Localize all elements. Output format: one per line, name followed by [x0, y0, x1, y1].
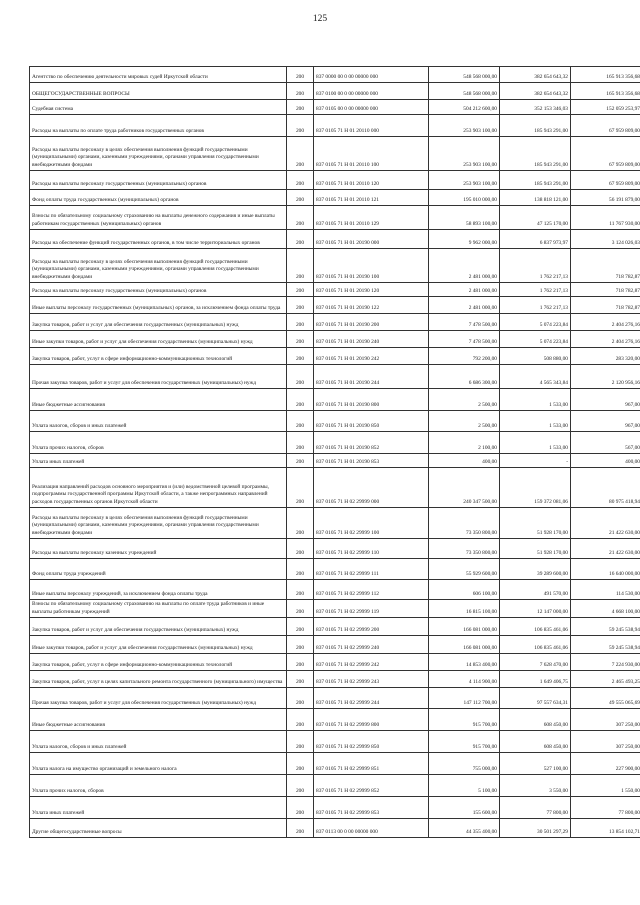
row-line-code: 200	[287, 297, 314, 314]
table-row	[30, 468, 640, 508]
row-name: Закупка товаров, работ, услуг в целях капитального ремонта государственного (муниципального) имущества	[30, 671, 287, 688]
row-executed-amount: 7 628 470,00	[500, 654, 571, 671]
row-name: Закупка товаров, работ, услуг в сфере информационно-коммуникационных технологий	[30, 348, 287, 365]
row-unexecuted-amount: 21 422 630,00	[571, 539, 640, 559]
row-executed-amount: -	[500, 454, 571, 468]
row-line-code: 200	[287, 819, 314, 838]
row-executed-amount: 77 800,00	[500, 797, 571, 819]
row-approved-amount: 147 112 700,00	[429, 688, 500, 709]
row-line-code: 200	[287, 654, 314, 671]
row-executed-amount: 508 880,00	[500, 348, 571, 365]
row-approved-amount: 73 350 800,00	[429, 508, 500, 539]
table-row	[30, 171, 640, 190]
row-name: Закупка товаров, работ и услуг для обеспечения государственных (муниципальных) нужд	[30, 618, 287, 636]
row-unexecuted-amount: 3 124 026,03	[571, 230, 640, 249]
row-unexecuted-amount: 283 320,00	[571, 348, 640, 365]
row-executed-amount: 382 654 643,32	[500, 83, 571, 100]
row-name: Уплата прочих налогов, сборов	[30, 432, 287, 454]
row-executed-amount: 527 100,00	[500, 753, 571, 775]
row-name: Расходы на выплаты персоналу в целях обеспечения выполнения функций государственными (муниципальными) органами, казенными учреждениями, органами управления государственными внебюджетными фондами	[30, 137, 287, 171]
row-line-code: 200	[287, 190, 314, 206]
table-row	[30, 115, 640, 137]
budget-execution-table	[29, 66, 640, 838]
row-name: Фонд оплаты труда государственных (муниципальных) органов	[30, 190, 287, 206]
row-classification-code: 837 0105 71 Н 02 29999 852	[314, 775, 429, 797]
row-classification-code: 837 0105 71 Н 01 20110 121	[314, 190, 429, 206]
table-row	[30, 797, 640, 819]
row-classification-code: 837 0105 71 Н 02 29999 244	[314, 688, 429, 709]
row-unexecuted-amount: 2 404 276,16	[571, 331, 640, 348]
row-line-code: 200	[287, 636, 314, 654]
row-approved-amount: 7 478 500,00	[429, 314, 500, 331]
row-name: Иные выплаты персоналу государственных (муниципальных) органов, за исключением фонда оплаты труда	[30, 297, 287, 314]
row-executed-amount: 51 928 170,00	[500, 539, 571, 559]
table-row	[30, 508, 640, 539]
row-unexecuted-amount: 567,00	[571, 432, 640, 454]
row-line-code: 200	[287, 100, 314, 115]
row-unexecuted-amount: 67 959 809,00	[571, 137, 640, 171]
table-row	[30, 775, 640, 797]
row-approved-amount: 792 200,00	[429, 348, 500, 365]
row-line-code: 200	[287, 580, 314, 600]
row-executed-amount: 491 570,00	[500, 580, 571, 600]
table-row	[30, 432, 640, 454]
row-unexecuted-amount: 67 959 809,00	[571, 171, 640, 190]
row-line-code: 200	[287, 283, 314, 297]
table-row	[30, 600, 640, 618]
row-name: Расходы на выплаты персоналу в целях обеспечения выполнения функций государственными (муниципальными) органами, казенными учреждениями, органами управления государственными внебюджетными фондами	[30, 508, 287, 539]
row-name: Взносы по обязательному социальному страхованию на выплаты денежного содержания и иные выплаты работникам государственных (муниципальных) органов	[30, 206, 287, 230]
row-executed-amount: 4 565 343,84	[500, 365, 571, 389]
table-row	[30, 83, 640, 100]
row-unexecuted-amount: 307 250,00	[571, 731, 640, 753]
row-approved-amount: 166 081 000,00	[429, 618, 500, 636]
row-executed-amount: 608 450,00	[500, 709, 571, 731]
row-executed-amount: 185 943 291,00	[500, 115, 571, 137]
row-name: Уплата налога на имущество организаций и земельного налога	[30, 753, 287, 775]
row-unexecuted-amount: 152 059 253,97	[571, 100, 640, 115]
row-line-code: 200	[287, 671, 314, 688]
row-line-code: 200	[287, 600, 314, 618]
row-executed-amount: 138 818 121,00	[500, 190, 571, 206]
row-approved-amount: 73 350 800,00	[429, 539, 500, 559]
row-line-code: 200	[287, 709, 314, 731]
row-line-code: 200	[287, 559, 314, 580]
table-row	[30, 297, 640, 314]
table-row	[30, 539, 640, 559]
row-executed-amount: 185 943 291,00	[500, 171, 571, 190]
row-executed-amount: 382 654 643,32	[500, 67, 571, 83]
row-approved-amount: 400,00	[429, 454, 500, 468]
row-line-code: 200	[287, 171, 314, 190]
row-executed-amount: 12 147 000,00	[500, 600, 571, 618]
row-line-code: 200	[287, 797, 314, 819]
row-line-code: 200	[287, 348, 314, 365]
table-row	[30, 671, 640, 688]
row-classification-code: 837 0105 71 Н 02 29999 851	[314, 753, 429, 775]
table-row	[30, 348, 640, 365]
row-name: Уплата налогов, сборов и иных платежей	[30, 731, 287, 753]
row-line-code: 200	[287, 411, 314, 432]
row-executed-amount: 39 289 600,00	[500, 559, 571, 580]
row-name: Иные закупки товаров, работ и услуг для обеспечения государственных (муниципальных) нужд	[30, 331, 287, 348]
row-executed-amount: 352 153 346,03	[500, 100, 571, 115]
row-classification-code: 837 0000 00 0 00 00000 000	[314, 67, 429, 83]
row-approved-amount: 166 081 000,00	[429, 636, 500, 654]
row-executed-amount: 1 762 217,13	[500, 297, 571, 314]
row-classification-code: 837 0105 71 Н 02 29999 242	[314, 654, 429, 671]
row-approved-amount: 9 962 000,00	[429, 230, 500, 249]
row-approved-amount: 253 903 100,00	[429, 115, 500, 137]
row-unexecuted-amount: 718 782,87	[571, 249, 640, 283]
row-classification-code: 837 0100 00 0 00 00000 000	[314, 83, 429, 100]
row-executed-amount: 1 533,00	[500, 389, 571, 411]
row-unexecuted-amount: 11 767 930,00	[571, 206, 640, 230]
row-approved-amount: 2 500,00	[429, 389, 500, 411]
table-row	[30, 636, 640, 654]
row-name: Уплата иных платежей	[30, 454, 287, 468]
row-unexecuted-amount: 718 782,87	[571, 297, 640, 314]
row-unexecuted-amount: 7 224 930,00	[571, 654, 640, 671]
row-line-code: 200	[287, 753, 314, 775]
row-name: Иные бюджетные ассигнования	[30, 389, 287, 411]
row-classification-code: 837 0105 71 Н 01 20110 000	[314, 115, 429, 137]
row-approved-amount: 16 815 100,00	[429, 600, 500, 618]
row-name: Прочая закупка товаров, работ и услуг для обеспечения государственных (муниципальных) нужд	[30, 688, 287, 709]
table-row	[30, 454, 640, 468]
row-line-code: 200	[287, 206, 314, 230]
row-executed-amount: 5 074 223,84	[500, 331, 571, 348]
row-classification-code: 837 0105 71 Н 01 20190 242	[314, 348, 429, 365]
table-row	[30, 580, 640, 600]
row-approved-amount: 44 355 400,00	[429, 819, 500, 838]
row-approved-amount: 253 903 100,00	[429, 171, 500, 190]
page-number: 125	[312, 14, 328, 24]
row-approved-amount: 7 478 500,00	[429, 331, 500, 348]
row-name: Расходы на обеспечение функций государственных органов, в том числе территориальных органов	[30, 230, 287, 249]
row-approved-amount: 4 114 900,00	[429, 671, 500, 688]
row-approved-amount: 253 903 100,00	[429, 137, 500, 171]
row-unexecuted-amount: 967,00	[571, 411, 640, 432]
row-name: Закупка товаров, работ, услуг в сфере информационно-коммуникационных технологий	[30, 654, 287, 671]
row-classification-code: 837 0105 71 Н 02 29999 240	[314, 636, 429, 654]
row-approved-amount: 195 010 000,00	[429, 190, 500, 206]
row-line-code: 200	[287, 508, 314, 539]
row-executed-amount: 30 501 297,29	[500, 819, 571, 838]
row-unexecuted-amount: 718 782,87	[571, 283, 640, 297]
row-executed-amount: 159 372 081,06	[500, 468, 571, 508]
row-approved-amount: 548 568 000,00	[429, 67, 500, 83]
table-row	[30, 67, 640, 83]
row-name: Расходы на выплаты персоналу государственных (муниципальных) органов	[30, 171, 287, 190]
row-line-code: 200	[287, 67, 314, 83]
row-executed-amount: 97 557 634,31	[500, 688, 571, 709]
row-unexecuted-amount: 2 465 493,25	[571, 671, 640, 688]
row-classification-code: 837 0105 71 Н 02 29999 111	[314, 559, 429, 580]
row-unexecuted-amount: 400,00	[571, 454, 640, 468]
row-approved-amount: 2 100,00	[429, 432, 500, 454]
row-unexecuted-amount: 59 245 538,94	[571, 636, 640, 654]
row-classification-code: 837 0105 71 Н 01 20190 100	[314, 249, 429, 283]
row-unexecuted-amount: 4 668 100,00	[571, 600, 640, 618]
row-line-code: 200	[287, 331, 314, 348]
row-unexecuted-amount: 114 530,00	[571, 580, 640, 600]
row-name: Реализация направлений расходов основного мероприятия и (или) ведомственной целевой программы, подпрограммы государственной программы Иркутской области, а также непрограммных направлений расходов государственных органов Иркутской области	[30, 468, 287, 508]
row-approved-amount: 58 893 100,00	[429, 206, 500, 230]
row-executed-amount: 3 550,00	[500, 775, 571, 797]
row-executed-amount: 1 762 217,13	[500, 249, 571, 283]
row-classification-code: 837 0105 71 Н 01 20190 244	[314, 365, 429, 389]
row-classification-code: 837 0105 71 Н 01 20190 000	[314, 230, 429, 249]
row-executed-amount: 1 649 406,75	[500, 671, 571, 688]
row-line-code: 200	[287, 249, 314, 283]
row-approved-amount: 240 347 500,00	[429, 468, 500, 508]
row-name: ОБЩЕГОСУДАРСТВЕННЫЕ ВОПРОСЫ	[30, 83, 287, 100]
row-name: Уплата прочих налогов, сборов	[30, 775, 287, 797]
row-line-code: 200	[287, 468, 314, 508]
row-name: Агентство по обеспечению деятельности мировых судей Иркутской области	[30, 67, 287, 83]
row-line-code: 200	[287, 775, 314, 797]
table-row	[30, 618, 640, 636]
row-classification-code: 837 0105 71 Н 01 20190 122	[314, 297, 429, 314]
row-executed-amount: 51 928 170,00	[500, 508, 571, 539]
row-line-code: 200	[287, 230, 314, 249]
row-line-code: 200	[287, 731, 314, 753]
row-unexecuted-amount: 307 250,00	[571, 709, 640, 731]
row-executed-amount: 6 837 973,97	[500, 230, 571, 249]
row-executed-amount: 1 762 217,13	[500, 283, 571, 297]
row-approved-amount: 2 481 000,00	[429, 297, 500, 314]
table-row	[30, 190, 640, 206]
row-name: Иные закупки товаров, работ и услуг для обеспечения государственных (муниципальных) нужд	[30, 636, 287, 654]
row-name: Прочая закупка товаров, работ и услуг для обеспечения государственных (муниципальных) нужд	[30, 365, 287, 389]
row-classification-code: 837 0105 71 Н 01 20110 100	[314, 137, 429, 171]
row-name: Взносы по обязательному социальному страхованию на выплаты по оплате труда работников и иные выплаты работникам учреждений	[30, 600, 287, 618]
row-line-code: 200	[287, 454, 314, 468]
row-approved-amount: 6 686 300,00	[429, 365, 500, 389]
row-approved-amount: 14 853 400,00	[429, 654, 500, 671]
row-executed-amount: 47 125 170,00	[500, 206, 571, 230]
table-row	[30, 559, 640, 580]
row-classification-code: 837 0105 71 Н 02 29999 100	[314, 508, 429, 539]
row-classification-code: 837 0105 71 Н 02 29999 110	[314, 539, 429, 559]
row-name: Расходы на выплаты персоналу казенных учреждений	[30, 539, 287, 559]
table-row	[30, 365, 640, 389]
row-approved-amount: 2 481 000,00	[429, 249, 500, 283]
row-classification-code: 837 0105 71 Н 01 20190 850	[314, 411, 429, 432]
row-unexecuted-amount: 165 913 356,68	[571, 83, 640, 100]
row-line-code: 200	[287, 83, 314, 100]
row-classification-code: 837 0105 71 Н 01 20190 240	[314, 331, 429, 348]
table-row	[30, 731, 640, 753]
row-unexecuted-amount: 967,00	[571, 389, 640, 411]
row-name: Иные выплаты персоналу учреждений, за исключением фонда оплаты труда	[30, 580, 287, 600]
table-row	[30, 100, 640, 115]
row-name: Судебная система	[30, 100, 287, 115]
row-classification-code: 837 0105 71 Н 01 20110 120	[314, 171, 429, 190]
row-unexecuted-amount: 13 854 102,71	[571, 819, 640, 838]
row-line-code: 200	[287, 618, 314, 636]
row-approved-amount: 915 700,00	[429, 731, 500, 753]
row-executed-amount: 1 533,00	[500, 432, 571, 454]
row-line-code: 200	[287, 539, 314, 559]
row-classification-code: 837 0105 00 0 00 00000 000	[314, 100, 429, 115]
table-row	[30, 753, 640, 775]
row-name: Расходы на выплаты персоналу государственных (муниципальных) органов	[30, 283, 287, 297]
row-classification-code: 837 0105 71 Н 01 20110 129	[314, 206, 429, 230]
row-classification-code: 837 0105 71 Н 01 20190 800	[314, 389, 429, 411]
row-line-code: 200	[287, 389, 314, 411]
row-unexecuted-amount: 67 959 809,00	[571, 115, 640, 137]
row-executed-amount: 185 943 291,00	[500, 137, 571, 171]
row-name: Закупка товаров, работ и услуг для обеспечения государственных (муниципальных) нужд	[30, 314, 287, 331]
table-row	[30, 709, 640, 731]
table-row	[30, 688, 640, 709]
row-unexecuted-amount: 2 404 276,16	[571, 314, 640, 331]
row-approved-amount: 915 700,00	[429, 709, 500, 731]
row-classification-code: 837 0105 71 Н 02 29999 112	[314, 580, 429, 600]
row-unexecuted-amount: 77 800,00	[571, 797, 640, 819]
table-row	[30, 206, 640, 230]
row-executed-amount: 608 450,00	[500, 731, 571, 753]
row-unexecuted-amount: 2 120 956,16	[571, 365, 640, 389]
row-classification-code: 837 0113 00 0 00 00000 000	[314, 819, 429, 838]
row-classification-code: 837 0105 71 Н 01 20190 200	[314, 314, 429, 331]
row-name: Уплата налогов, сборов и иных платежей	[30, 411, 287, 432]
row-name: Иные бюджетные ассигнования	[30, 709, 287, 731]
table-row	[30, 314, 640, 331]
row-executed-amount: 5 074 223,84	[500, 314, 571, 331]
row-approved-amount: 2 500,00	[429, 411, 500, 432]
row-approved-amount: 155 600,00	[429, 797, 500, 819]
row-classification-code: 837 0105 71 Н 02 29999 119	[314, 600, 429, 618]
row-name: Расходы на выплаты по оплате труда работников государственных органов	[30, 115, 287, 137]
row-approved-amount: 504 212 600,00	[429, 100, 500, 115]
row-approved-amount: 55 929 600,00	[429, 559, 500, 580]
row-unexecuted-amount: 1 550,00	[571, 775, 640, 797]
row-classification-code: 837 0105 71 Н 01 20190 852	[314, 432, 429, 454]
row-classification-code: 837 0105 71 Н 02 29999 800	[314, 709, 429, 731]
row-name: Расходы на выплаты персоналу в целях обеспечения выполнения функций государственными (муниципальными) органами, казенными учреждениями, органами управления государственными внебюджетными фондами	[30, 249, 287, 283]
row-unexecuted-amount: 16 640 000,00	[571, 559, 640, 580]
table-row	[30, 230, 640, 249]
row-classification-code: 837 0105 71 Н 02 29999 243	[314, 671, 429, 688]
row-name: Уплата иных платежей	[30, 797, 287, 819]
row-unexecuted-amount: 56 191 879,00	[571, 190, 640, 206]
table-row	[30, 654, 640, 671]
row-unexecuted-amount: 80 975 418,94	[571, 468, 640, 508]
row-unexecuted-amount: 21 422 630,00	[571, 508, 640, 539]
row-unexecuted-amount: 227 900,00	[571, 753, 640, 775]
row-approved-amount: 2 481 000,00	[429, 283, 500, 297]
row-executed-amount: 1 533,00	[500, 411, 571, 432]
row-line-code: 200	[287, 137, 314, 171]
row-name: Другие общегосударственные вопросы	[30, 819, 287, 838]
row-unexecuted-amount: 49 555 065,69	[571, 688, 640, 709]
table-row	[30, 137, 640, 171]
row-line-code: 200	[287, 365, 314, 389]
table-row	[30, 389, 640, 411]
row-approved-amount: 755 000,00	[429, 753, 500, 775]
row-line-code: 200	[287, 115, 314, 137]
row-unexecuted-amount: 59 245 538,94	[571, 618, 640, 636]
row-classification-code: 837 0105 71 Н 02 29999 850	[314, 731, 429, 753]
table-row	[30, 819, 640, 838]
row-classification-code: 837 0105 71 Н 01 20190 120	[314, 283, 429, 297]
row-approved-amount: 548 568 000,00	[429, 83, 500, 100]
row-line-code: 200	[287, 688, 314, 709]
row-classification-code: 837 0105 71 Н 01 20190 853	[314, 454, 429, 468]
row-executed-amount: 106 835 461,06	[500, 618, 571, 636]
row-line-code: 200	[287, 314, 314, 331]
row-unexecuted-amount: 165 913 356,68	[571, 67, 640, 83]
row-name: Фонд оплаты труда учреждений	[30, 559, 287, 580]
row-approved-amount: 606 100,00	[429, 580, 500, 600]
table-row	[30, 331, 640, 348]
row-approved-amount: 5 100,00	[429, 775, 500, 797]
row-executed-amount: 106 835 461,06	[500, 636, 571, 654]
table-row	[30, 411, 640, 432]
table-row	[30, 249, 640, 283]
table-row	[30, 283, 640, 297]
row-classification-code: 837 0105 71 Н 02 29999 000	[314, 468, 429, 508]
row-classification-code: 837 0105 71 Н 02 29999 200	[314, 618, 429, 636]
row-line-code: 200	[287, 432, 314, 454]
row-classification-code: 837 0105 71 Н 02 29999 853	[314, 797, 429, 819]
